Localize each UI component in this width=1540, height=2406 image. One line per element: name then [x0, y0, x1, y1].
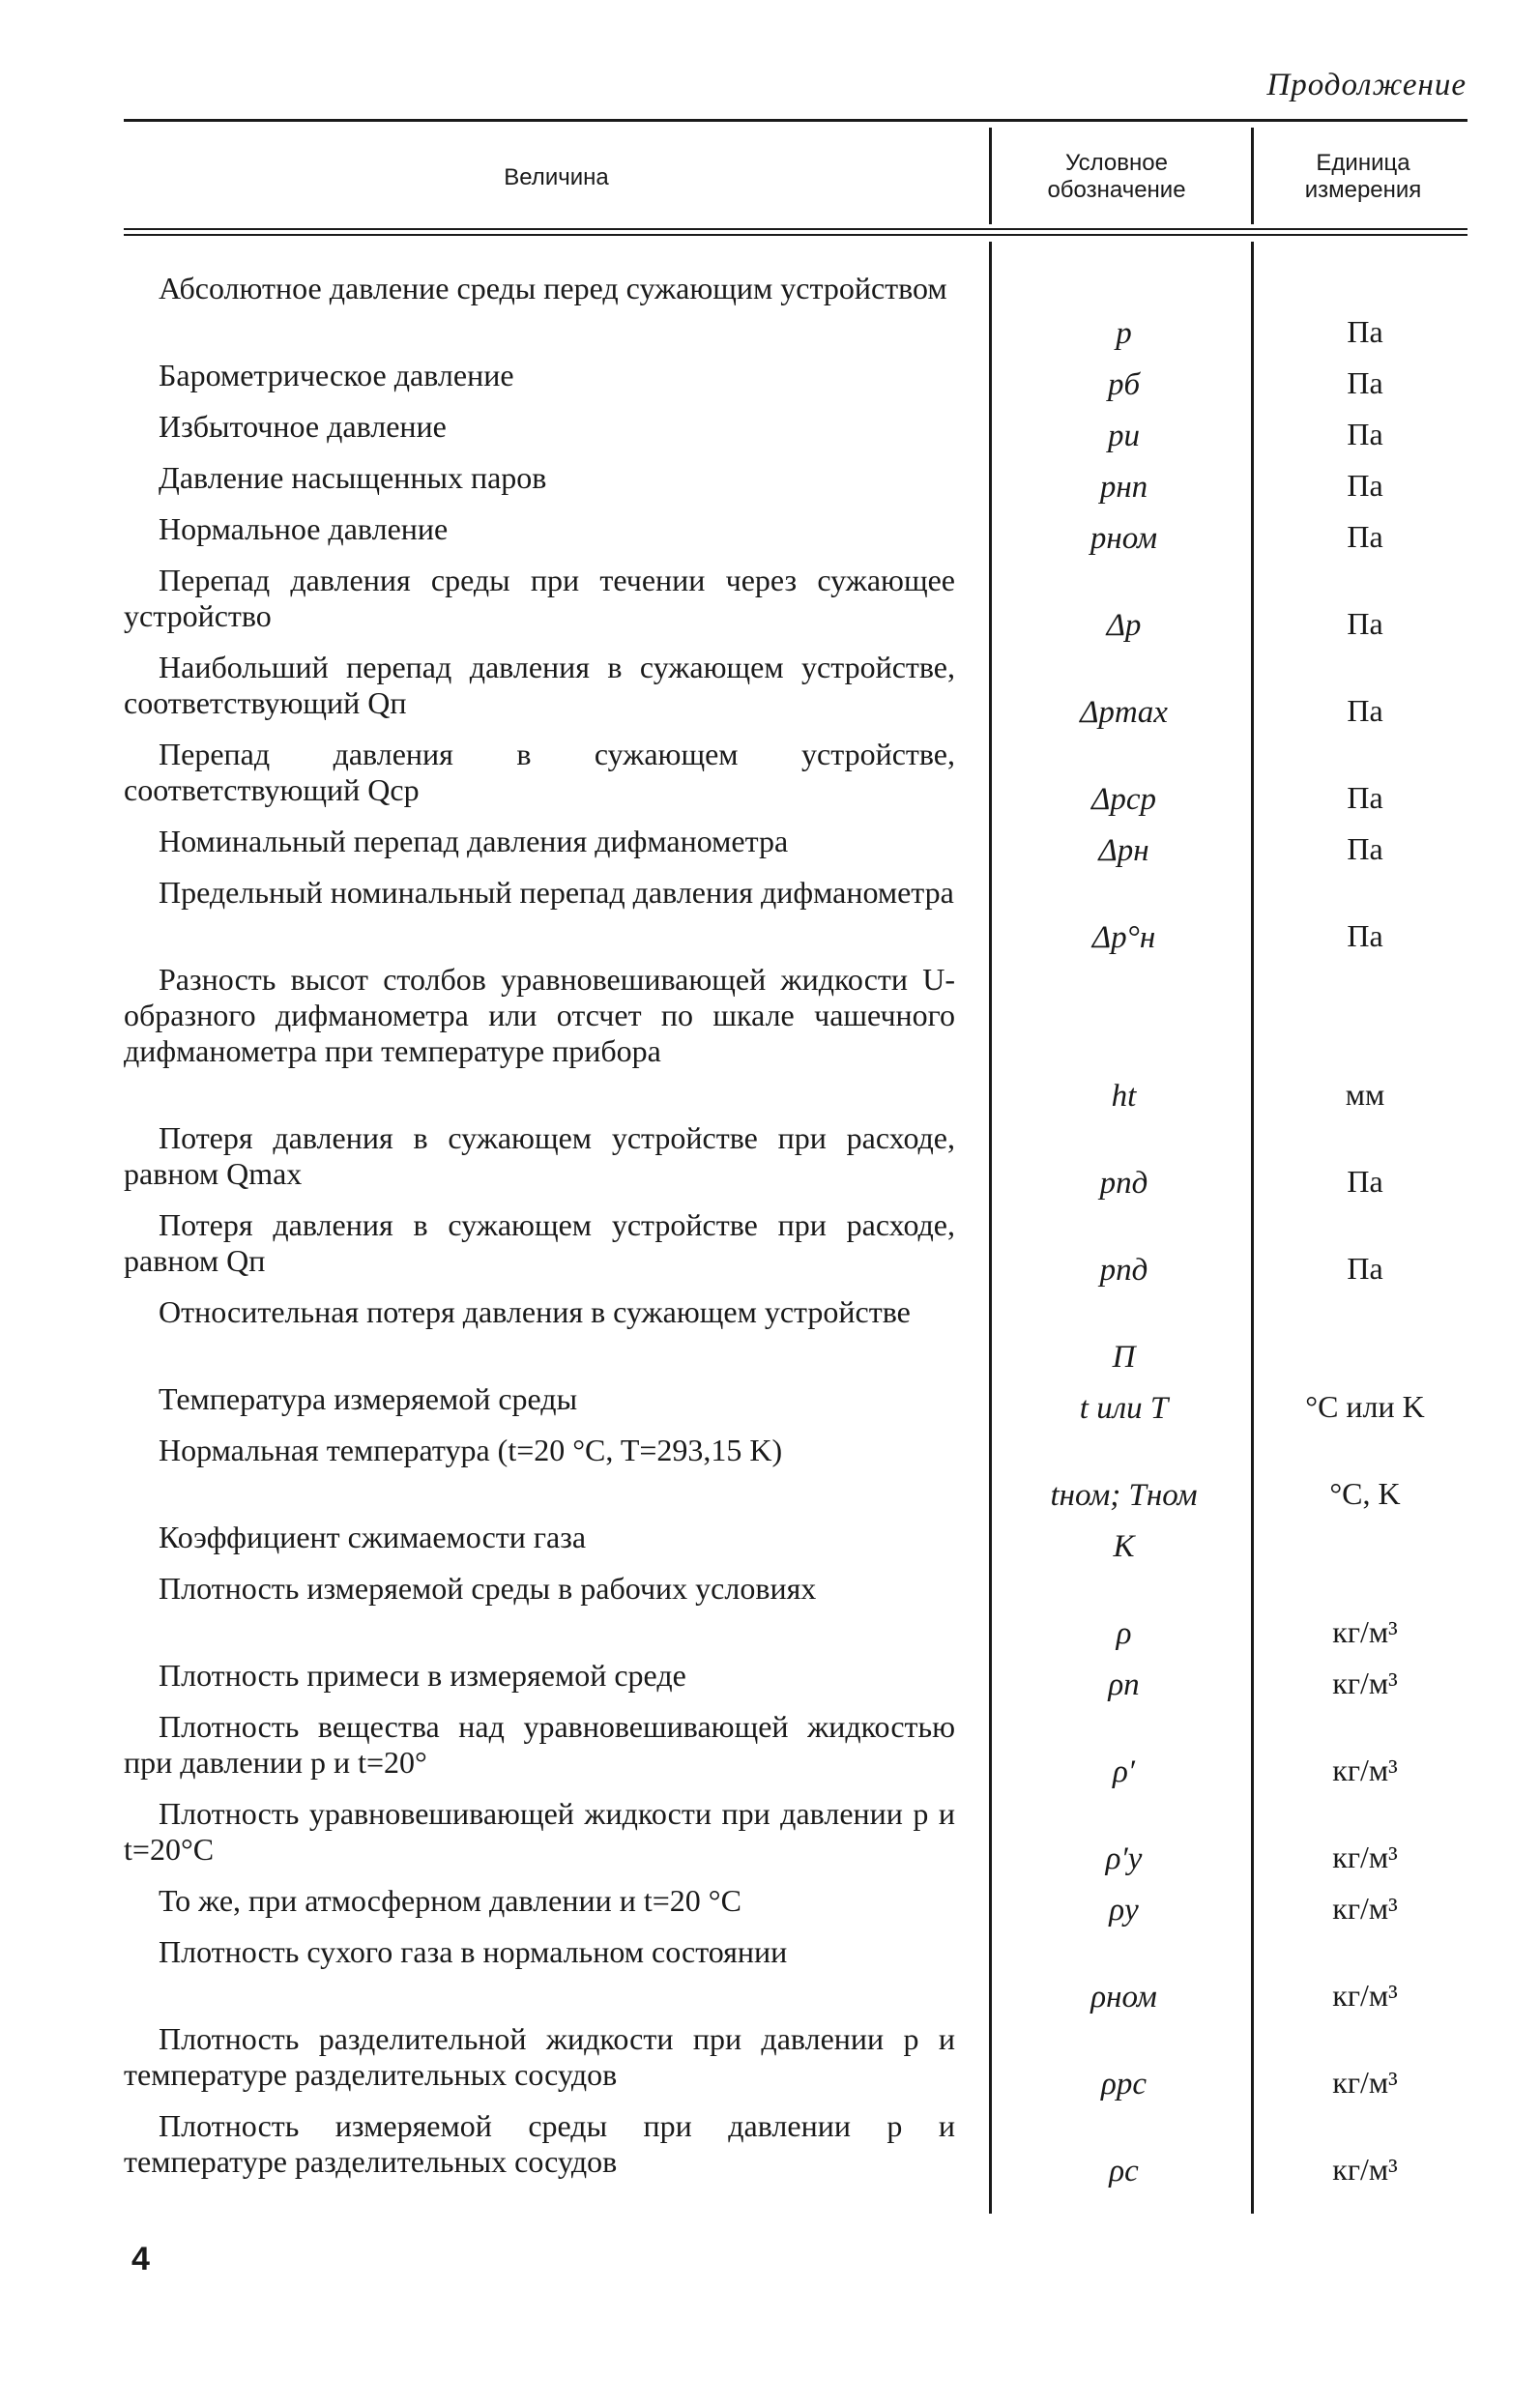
table-row — [0, 1934, 1540, 2021]
table-top-rule — [124, 119, 1467, 122]
quantity-symbol: Δpmax — [1080, 695, 1168, 730]
table-row — [0, 1120, 1540, 1207]
table-row — [0, 1520, 1540, 1571]
header-column-divider — [989, 128, 992, 224]
quantity-name: Абсолютное давление среды перед сужающим устройством — [159, 271, 947, 305]
quantity-symbol: ρ′ — [1112, 1754, 1136, 1789]
quantity-unit: кг/м³ — [1332, 1666, 1398, 1700]
quantity-name: Перепад давления в сужающем устройстве, соответствующий Qср — [124, 737, 955, 807]
quantity-symbol: ht — [1111, 1079, 1137, 1114]
table-row — [0, 824, 1540, 875]
table-row — [0, 1796, 1540, 1883]
quantity-symbol: ρ′у — [1105, 1841, 1143, 1876]
table-row — [0, 650, 1540, 737]
quantity-name: Плотность измеряемой среды при давлении p и температуре разделительных сосудов — [124, 2108, 955, 2179]
table-header-symbol: Условное обозначение — [1047, 150, 1186, 203]
quantity-unit: Па — [1347, 693, 1383, 728]
quantity-symbol: pб — [1107, 367, 1141, 402]
quantity-symbol: tном; Tном — [1050, 1478, 1198, 1513]
quantity-unit: Па — [1347, 606, 1383, 641]
quantity-name: Избыточное давление — [159, 409, 447, 444]
quantity-unit: Па — [1347, 1164, 1383, 1199]
quantity-name: Относительная потеря давления в сужающем устройстве — [159, 1294, 911, 1329]
quantity-symbol: ρрс — [1101, 2067, 1147, 2102]
quantity-unit: Па — [1347, 519, 1383, 554]
quantity-symbol: ρном — [1090, 1980, 1157, 2015]
table-row — [0, 271, 1540, 358]
quantity-symbol: pнп — [1099, 470, 1148, 505]
quantity-unit: Па — [1347, 365, 1383, 400]
table-row — [0, 409, 1540, 460]
table-row — [0, 737, 1540, 824]
quantity-symbol: pпд — [1099, 1253, 1148, 1288]
quantity-unit: °C, K — [1329, 1476, 1401, 1511]
quantity-unit: кг/м³ — [1332, 2152, 1398, 2187]
quantity-symbol: K — [1113, 1529, 1135, 1564]
quantity-unit: °C или K — [1305, 1389, 1425, 1424]
quantity-unit: кг/м³ — [1332, 1891, 1398, 1926]
quantity-name: Плотность измеряемой среды в рабочих условиях — [159, 1571, 817, 1606]
quantity-unit: Па — [1347, 314, 1383, 349]
table-row — [0, 1294, 1540, 1381]
quantity-unit: кг/м³ — [1332, 1753, 1398, 1787]
quantity-name: Наибольший перепад давления в сужающем устройстве, соответствующий Qп — [124, 650, 955, 720]
table-row — [0, 563, 1540, 650]
quantity-name: Давление насыщенных паров — [159, 460, 547, 495]
quantity-unit: кг/м³ — [1332, 1614, 1398, 1649]
table-row — [0, 1571, 1540, 1658]
table-row — [0, 1883, 1540, 1934]
quantity-unit: кг/м³ — [1332, 1978, 1398, 2013]
quantity-name: Нормальная температура (t=20 °C, T=293,15 K) — [159, 1433, 783, 1467]
quantity-name: Плотность сухого газа в нормальном состоянии — [159, 1934, 788, 1969]
page-number: 4 — [131, 2241, 150, 2277]
quantity-unit: Па — [1347, 780, 1383, 815]
quantity-symbol: Δpн — [1098, 833, 1149, 868]
table-row — [0, 1381, 1540, 1433]
quantity-symbol: t или T — [1079, 1391, 1169, 1426]
quantity-name: Барометрическое давление — [159, 358, 514, 392]
table-body — [0, 271, 1540, 2195]
quantity-name: Плотность примеси в измеряемой среде — [159, 1658, 686, 1693]
table-row — [0, 511, 1540, 563]
table-row — [0, 1433, 1540, 1520]
quantity-unit: кг/м³ — [1332, 2065, 1398, 2100]
quantity-symbol: ρу — [1109, 1893, 1139, 1928]
quantity-name: Нормальное давление — [159, 511, 449, 546]
quantity-symbol: ρс — [1109, 2154, 1139, 2189]
quantity-name: Предельный номинальный перепад давления дифманометра — [159, 875, 954, 910]
quantity-name: Плотность уравновешивающей жидкости при давлении p и t=20°C — [124, 1796, 955, 1867]
quantity-symbol: П — [1112, 1340, 1136, 1375]
table-row — [0, 962, 1540, 1120]
quantity-symbol: pпд — [1099, 1166, 1148, 1201]
table-row — [0, 1658, 1540, 1709]
quantity-name: Коэффициент сжимаемости газа — [159, 1520, 587, 1554]
quantity-unit: мм — [1345, 1077, 1385, 1112]
quantity-name: Плотность вещества над уравновешивающей жидкостью при давлении p и t=20° — [124, 1709, 955, 1780]
table-row — [0, 460, 1540, 511]
quantity-symbol: p — [1116, 316, 1132, 351]
quantity-unit: Па — [1347, 1251, 1383, 1286]
table-header-unit: Единица измерения — [1304, 150, 1422, 203]
quantity-name: Перепад давления среды при течении через сужающее устройство — [124, 563, 955, 633]
quantity-symbol: ρп — [1108, 1667, 1140, 1702]
table-row — [0, 2108, 1540, 2195]
quantity-name: Номинальный перепад давления дифманометра — [159, 824, 789, 858]
quantity-name: Температура измеряемой среды — [159, 1381, 578, 1416]
table-row — [0, 875, 1540, 962]
quantity-unit: кг/м³ — [1332, 1840, 1398, 1874]
quantity-name: То же, при атмосферном давлении и t=20 °C — [159, 1883, 741, 1918]
continued-label: Продолжение — [1266, 68, 1467, 102]
table-row — [0, 1709, 1540, 1796]
table-row — [0, 358, 1540, 409]
quantity-name: Разность высот столбов уравновешивающей жидкости U-образного дифманометра или отсчет по шкале чашечного дифманометра при температуре прибора — [124, 962, 955, 1068]
quantity-name: Потеря давления в сужающем устройстве при расходе, равном Qmax — [124, 1120, 955, 1191]
quantity-name: Плотность разделительной жидкости при давлении p и температуре разделительных сосудов — [124, 2021, 955, 2092]
quantity-symbol: pном — [1090, 521, 1158, 556]
quantity-symbol: Δp°н — [1091, 920, 1156, 955]
quantity-symbol: Δpср — [1090, 782, 1156, 817]
table-row — [0, 1207, 1540, 1294]
table-row — [0, 2021, 1540, 2108]
quantity-unit: Па — [1347, 918, 1383, 953]
table-header-quantity: Величина — [504, 164, 609, 190]
quantity-name: Потеря давления в сужающем устройстве при расходе, равном Qп — [124, 1207, 955, 1278]
quantity-unit: Па — [1347, 831, 1383, 866]
table-header-rule — [124, 228, 1467, 230]
quantity-symbol: Δp — [1106, 608, 1142, 643]
quantity-unit: Па — [1347, 417, 1383, 451]
quantity-unit: Па — [1347, 468, 1383, 503]
table-header-rule-second — [124, 234, 1467, 236]
header-column-divider — [1251, 128, 1254, 224]
quantity-symbol: ρ — [1116, 1616, 1132, 1651]
quantity-symbol: pи — [1108, 419, 1140, 453]
